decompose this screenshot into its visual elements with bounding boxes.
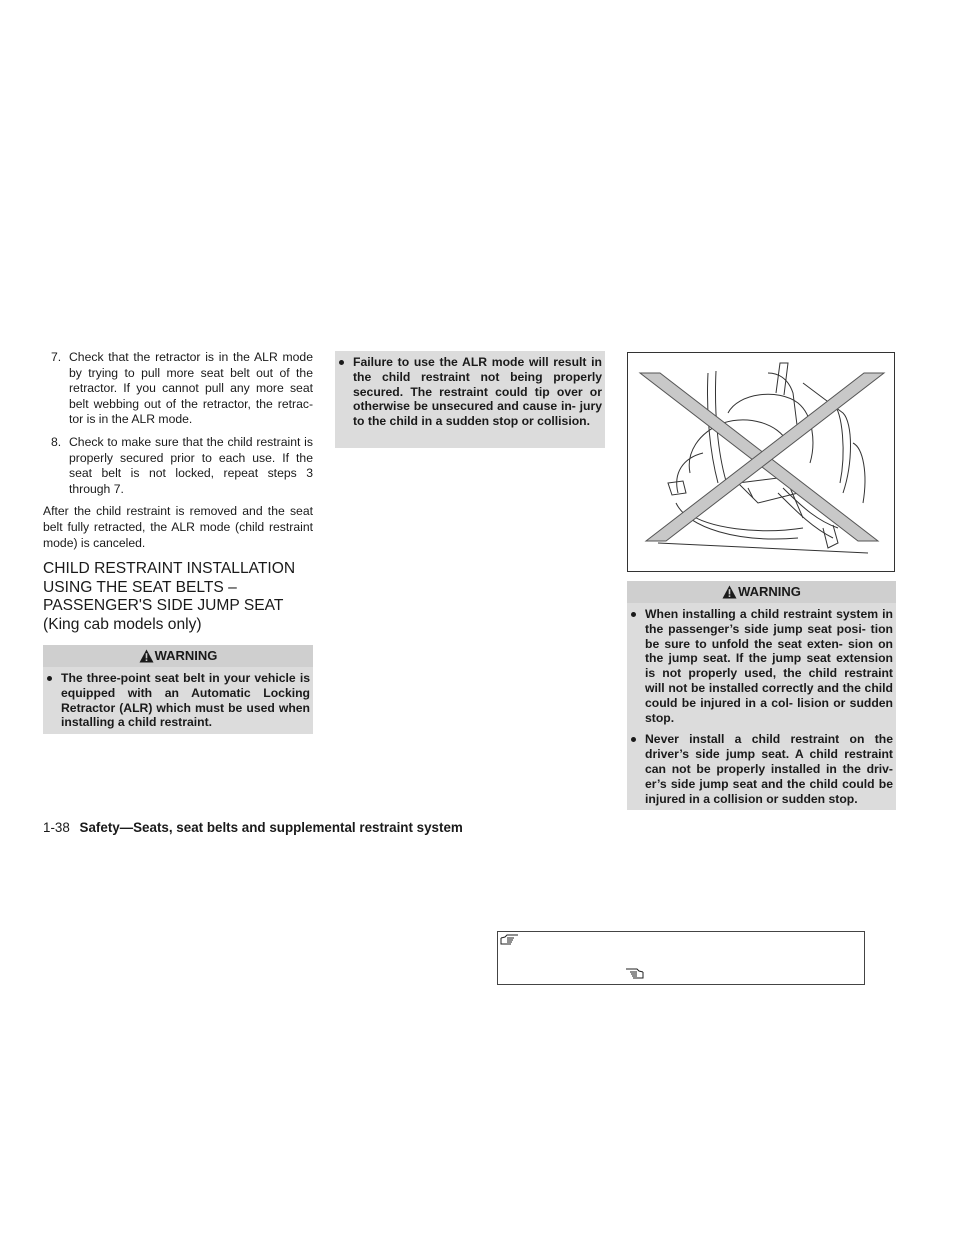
page-footer xyxy=(43,820,463,835)
list-item xyxy=(43,435,313,497)
warning-triangle-icon xyxy=(722,585,737,599)
crossed-out-child-seat-illustration-icon xyxy=(628,353,894,571)
warning-item: When installing a child restraint system in the passenger’s side jump seat posi- tion be sure to unfold the seat exten- sion on the jump seat. If the jump seat extension is not properly used, the child restraint will not be installed correctly and the child could be injured in a col- lision or sudden stop. xyxy=(627,607,893,725)
warning-title: WARNING xyxy=(154,648,218,663)
list-item xyxy=(43,350,313,428)
step-text: Check that the retractor is in the ALR mode by trying to pull more seat belt out of the retractor. If you cannot pull any more seat belt webbing out of the retractor, the retrac- tor is in the ALR mode. xyxy=(69,350,313,427)
warning-header xyxy=(627,581,896,603)
section-heading-line: (King cab models only) xyxy=(43,615,202,633)
left-column xyxy=(43,350,313,551)
warning-list xyxy=(335,351,605,432)
pointing-hand-icon xyxy=(500,934,520,946)
warning-item: The three-point seat belt in your vehicle is equipped with an Automatic Locking Retractor (ALR) which must be used when installing a child restraint. xyxy=(43,671,310,730)
warning-list xyxy=(43,667,313,733)
cross-out-mark xyxy=(640,373,884,541)
warning-list xyxy=(627,603,896,809)
section-heading-line: PASSENGER'S SIDE JUMP SEAT xyxy=(43,597,284,615)
warning-item: Never install a child restraint on the driver’s side jump seat. A child restraint can not be properly installed in the driv- er’s side jump seat and the child could be injured in a collision or sudden stop. xyxy=(627,732,893,806)
section-heading-line: CHILD RESTRAINT INSTALLATION xyxy=(43,560,296,577)
step-number: 8. xyxy=(51,434,62,449)
warning-box xyxy=(43,645,313,734)
warning-box-continued xyxy=(335,351,605,448)
step-text: Check to make sure that the child restraint is properly secured prior to each use. If the seat belt is not locked, repeat steps 3 through 7. xyxy=(69,434,313,496)
footer-section-title: Safety—Seats, seat belts and supplemental restraint system xyxy=(79,820,463,835)
section-heading-line: USING THE SEAT BELTS – xyxy=(43,578,237,596)
reference-box xyxy=(497,931,865,985)
section-heading xyxy=(43,560,323,634)
page-number: 1-38 xyxy=(43,820,70,835)
step-number: 7. xyxy=(51,350,62,364)
child-seat-figure xyxy=(627,352,895,572)
warning-triangle-icon xyxy=(139,649,154,663)
warning-item: Failure to use the ALR mode will result in the child restraint not being properly secured. The restraint could tip over or otherwise be unsecured and cause in- jury to the child in a sudden stop or collision. xyxy=(335,355,602,429)
step-list xyxy=(43,350,313,497)
warning-title: WARNING xyxy=(738,584,801,599)
paragraph: After the child restraint is removed and the seat belt fully retracted, the ALR mode (child restraint mode) is canceled. xyxy=(43,504,313,550)
pointing-hand-icon xyxy=(624,968,644,980)
warning-header xyxy=(43,645,313,667)
warning-box-right xyxy=(627,581,896,810)
